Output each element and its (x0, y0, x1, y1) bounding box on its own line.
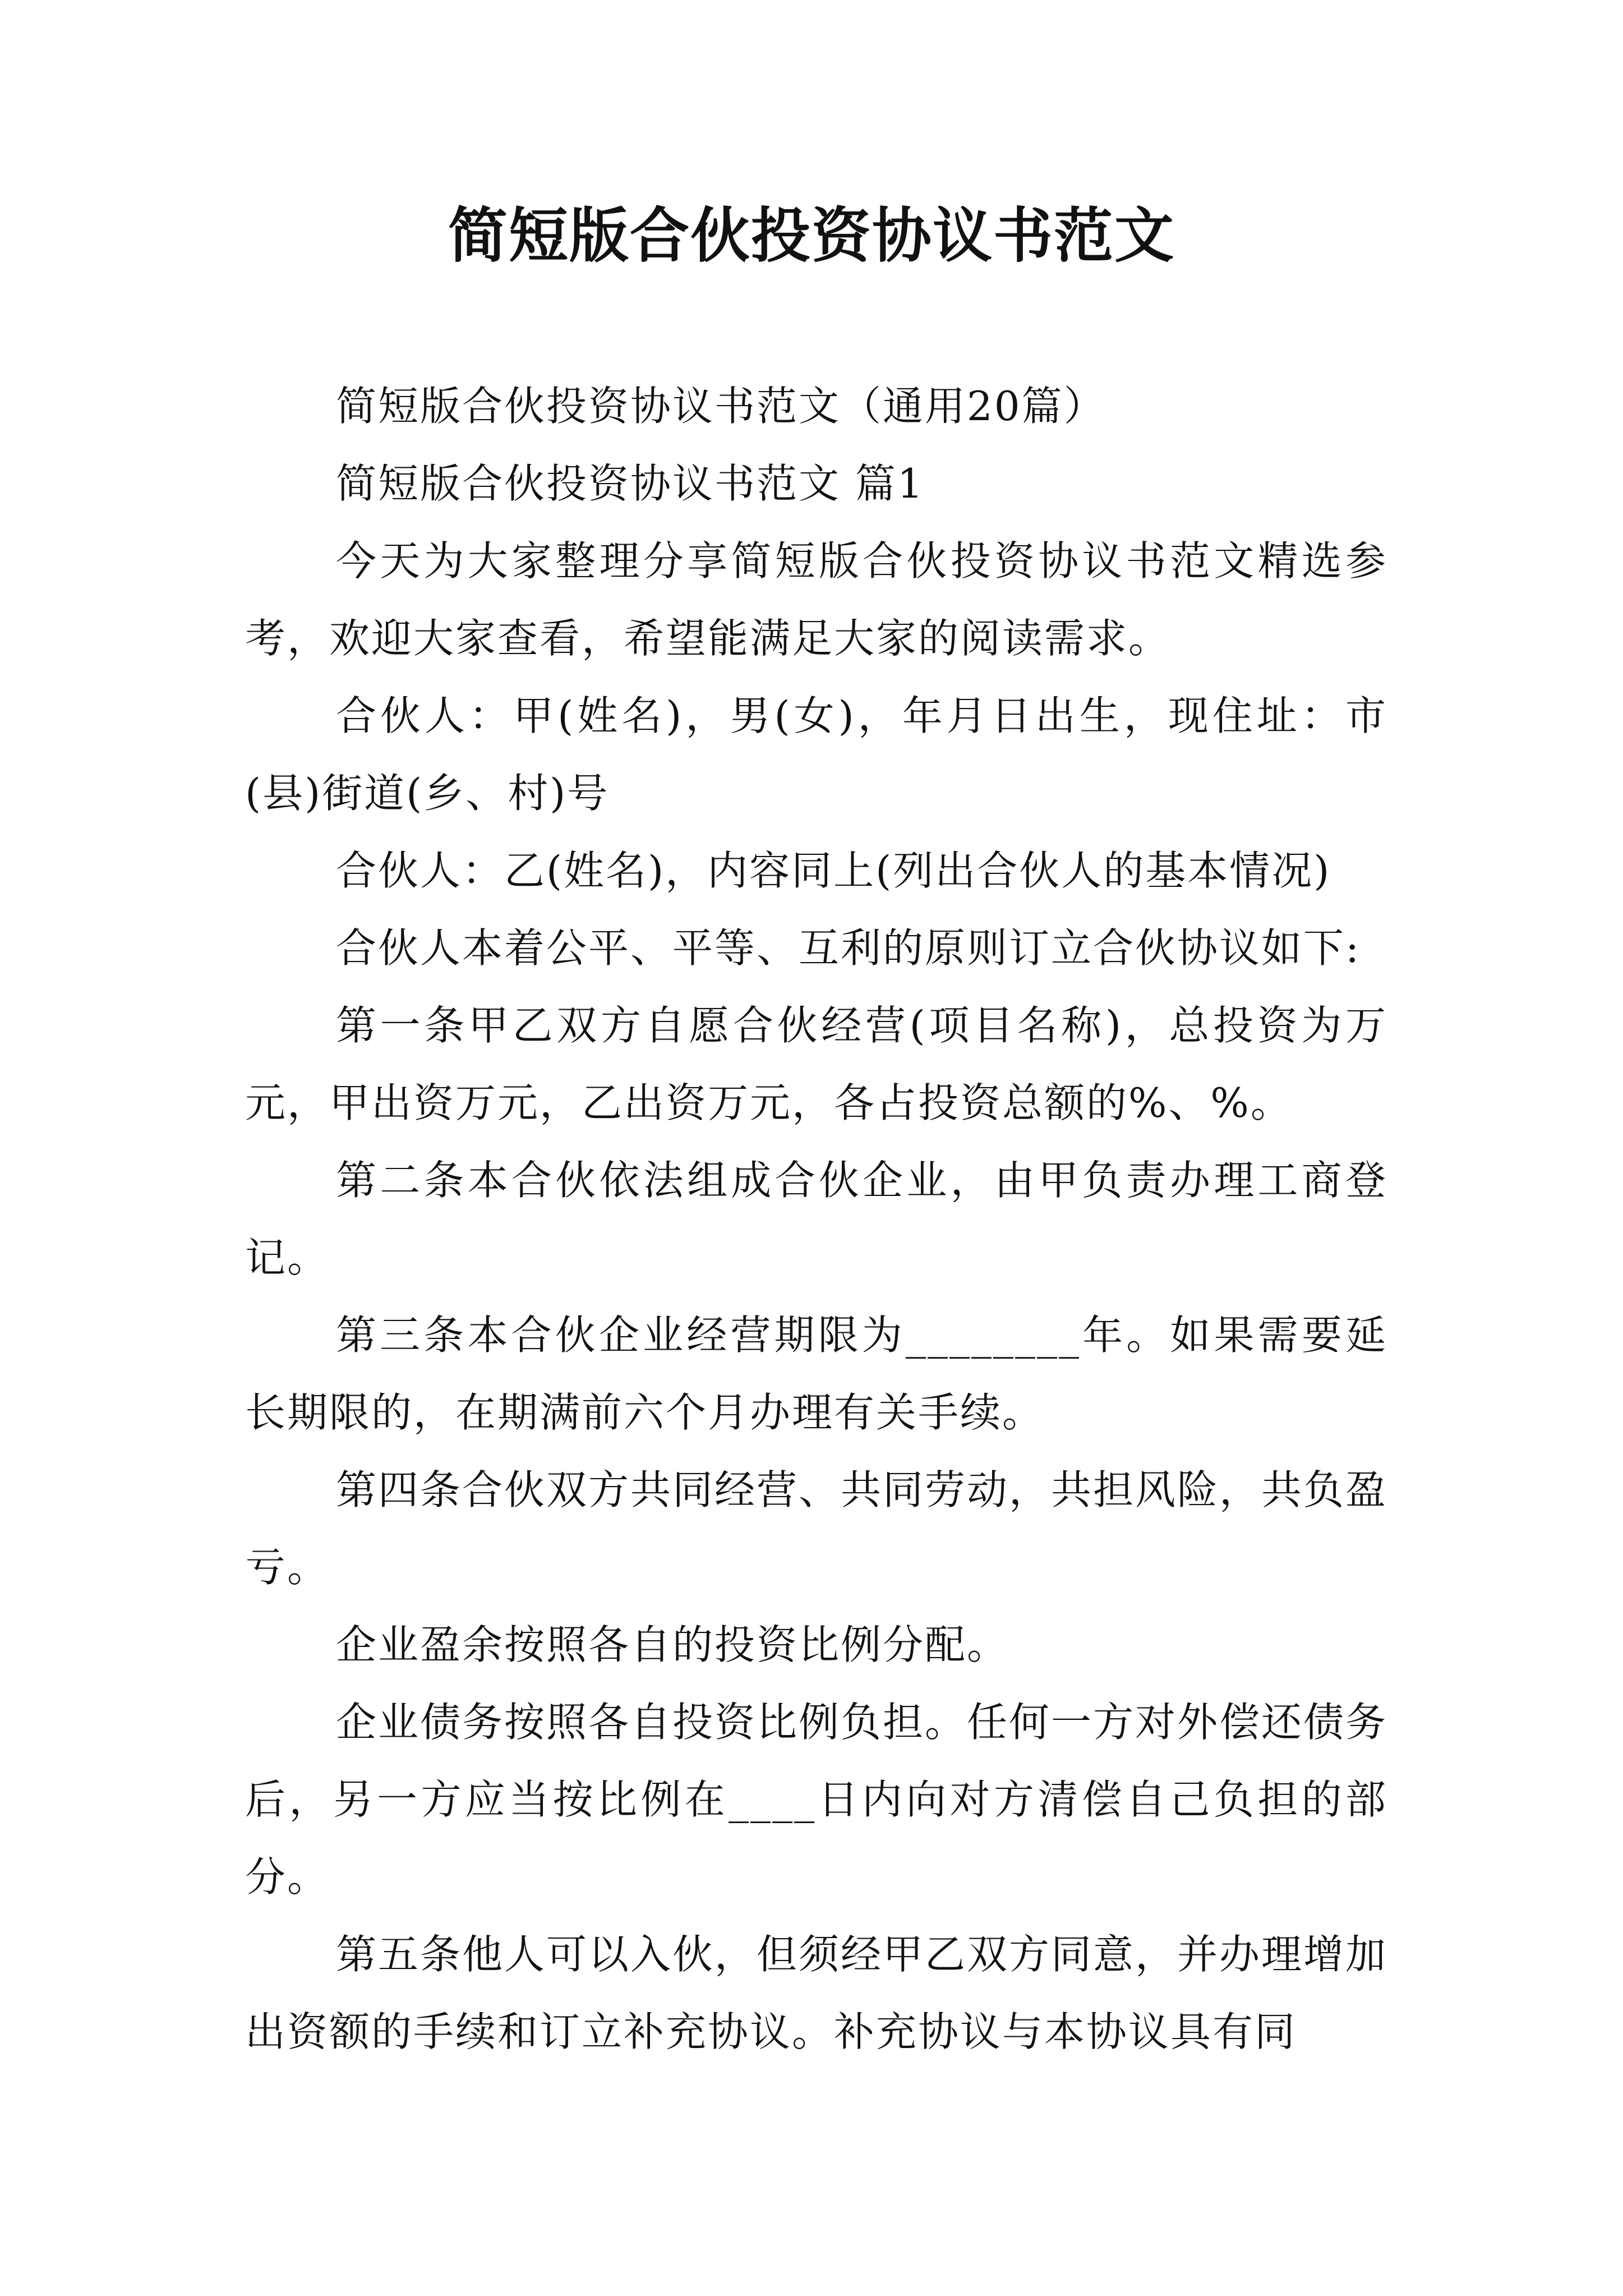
document-body (245, 367, 1387, 2070)
intro-paragraph: 今天为大家整理分享简短版合伙投资协议书范文精选参考，欢迎大家查看，希望能满足大家的阅读需求。 (245, 537, 1387, 662)
profit-paragraph: 企业盈余按照各自的投资比例分配。 (336, 1621, 1009, 1668)
article-2-paragraph: 第二条本合伙依法组成合伙企业，由甲负责办理工商登记。 (245, 1157, 1387, 1281)
article-4-paragraph: 第四条合伙双方共同经营、共同劳动，共担风险，共负盈亏。 (245, 1466, 1388, 1591)
article-1-paragraph: 第一条甲乙双方自愿合伙经营(项目名称)，总投资为万元，甲出资万元，乙出资万元，各占投资总额的%、%。 (245, 1002, 1387, 1126)
article-5-paragraph: 第五条他人可以入伙，但须经甲乙双方同意，并办理增加出资额的手续和订立补充协议。补充协议与本协议具有同 (245, 1931, 1388, 2055)
partner-a-paragraph: 合伙人：甲(姓名)，男(女)，年月日出生，现住址：市(县)街道(乡、村)号 (245, 692, 1387, 817)
article-3-paragraph: 第三条本合伙企业经营期限为________年。如果需要延长期限的，在期满前六个月办理有关手续。 (245, 1312, 1387, 1436)
section-heading: 简短版合伙投资协议书范文 篇1 (336, 460, 925, 507)
principle-paragraph: 合伙人本着公平、平等、互利的原则订立合伙协议如下: (336, 924, 1361, 972)
debt-paragraph: 企业债务按照各自投资比例负担。任何一方对外偿还债务后，另一方应当按比例在____日内向对方清偿自己负担的部分。 (245, 1699, 1388, 1901)
partner-b-paragraph: 合伙人：乙(姓名)，内容同上(列出合伙人的基本情况) (336, 847, 1331, 894)
document-title: 简短版合伙投资协议书范文 (448, 200, 1175, 270)
subtitle-line: 简短版合伙投资协议书范文（通用20篇） (336, 383, 1106, 430)
